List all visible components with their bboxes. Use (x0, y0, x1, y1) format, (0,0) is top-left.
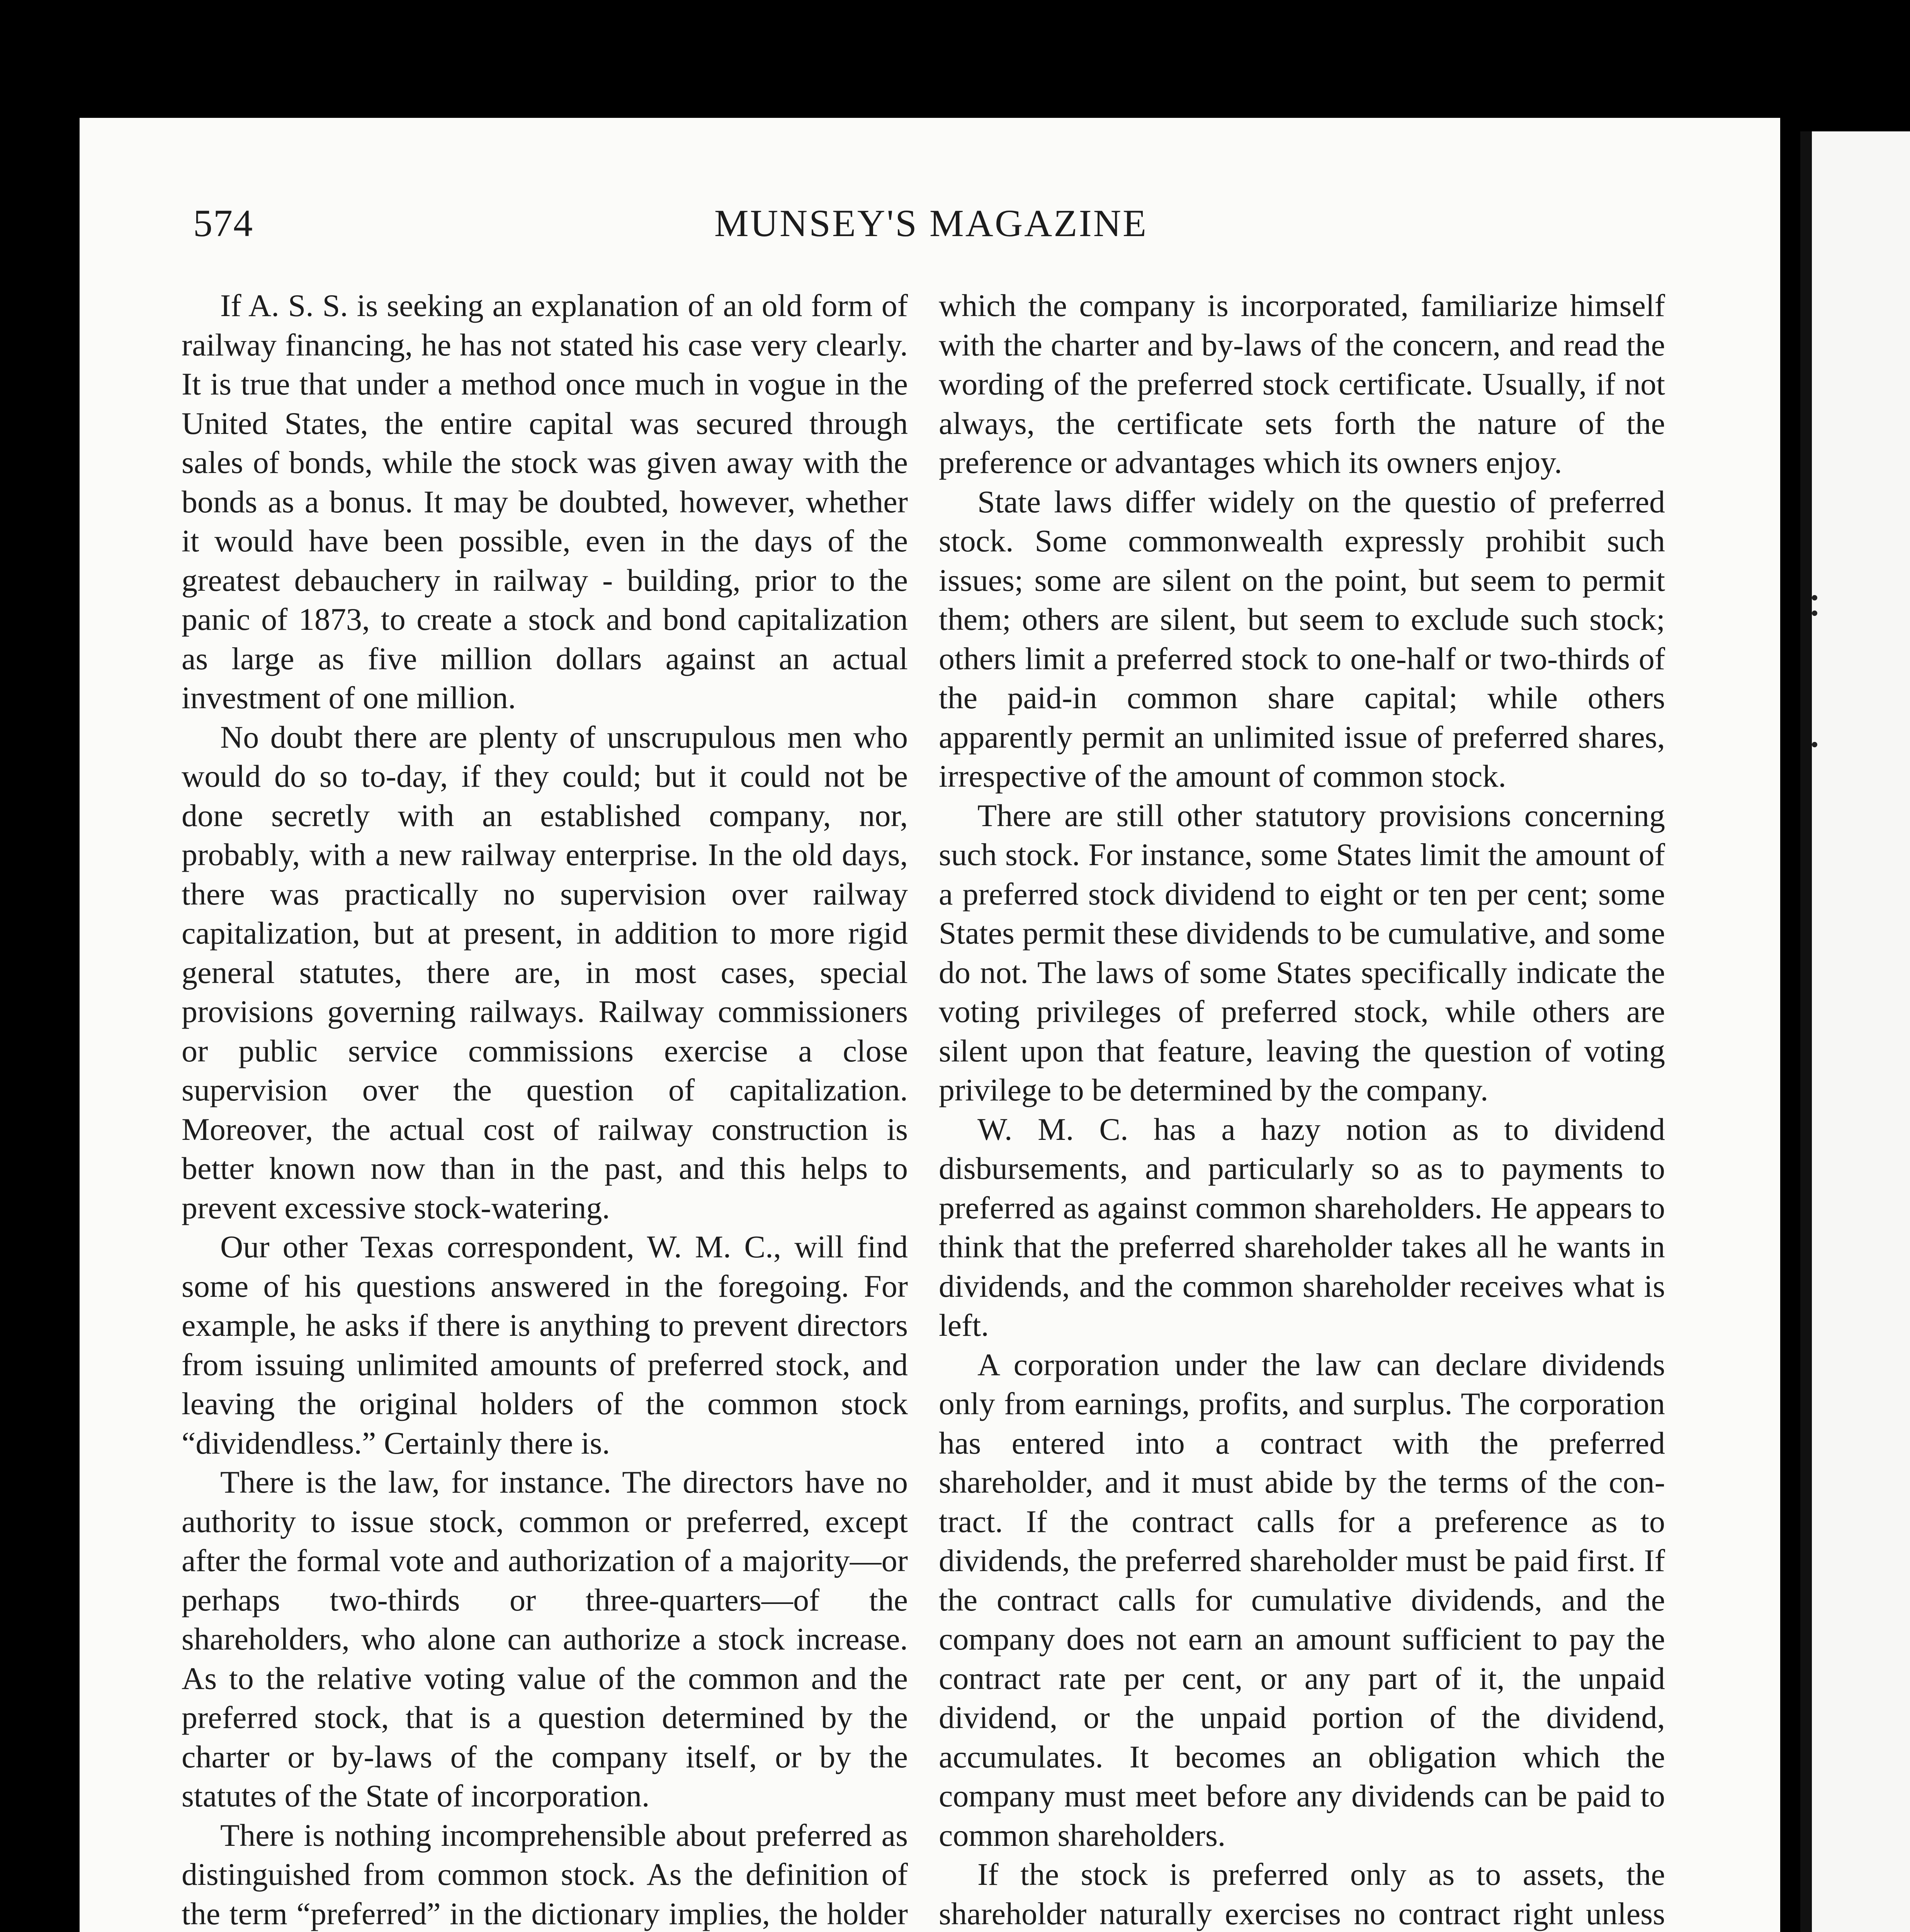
paragraph: If the stock is preferred only as to assets, the shareholder naturally exercises no contract right unless (939, 1857, 1665, 1931)
paragraph: Our other Texas correspondent, W. M. C., will find some of his questions answered in the foregoing. For example, he asks if there is anything to prevent directors from issuing unlimited amounts of preferred stock, and leaving the original holders of the common stock “dividendless.” Certainly there is. (182, 1229, 908, 1461)
running-title: MUNSEY'S MAGAZINE (714, 202, 1148, 245)
paragraph: State laws differ widely on the questio of preferred stock. Some commonwealth expressly prohibit such issues; some are silent on the point, but seem to permit them; others are silent, but seem to exclude such stock; others limit a preferred stock to one-half or two-thirds of the paid-in common share capital; while others apparently permit an unlimited issue of preferred shares, irrespective of the amount of common stock. (939, 484, 1665, 794)
continued-paragraph: which the company is incorporated, familiarize himself with the charter and by-laws of the concern, and read the wording of the preferred stock certificate. Usually, if not always, the certificate sets forth the nature of the preference or advantages which its owners enjoy. (939, 288, 1665, 480)
paragraph: If A. S. S. is seeking an explanation of an old form of railway financing, he has not stated his case very clearly. It is true that under a method once much in vogue in the United States, the entire capital was secured through sales of bonds, while the stock was given away with the bonds as a bonus. It may be doubted, however, whether it would have been possible, even in the days of the greatest debauchery in railway - building, prior to the panic of 1873, to create a stock and bond capitalization as large as five million dollars against an actual investment of one million. (182, 288, 908, 715)
paragraph: There are still other statutory provisions concerning such stock. For instance, some States limit the amount of a preferred stock dividend to eight or ten per cent; some States permit these dividends to be cumulative, and some do not. The laws of some States specifically indicate the voting privileges of preferred stock, while others are silent upon that feature, leaving the question of voting privilege to be determined by the company. (939, 798, 1665, 1107)
edge-dot-mark (1812, 611, 1817, 616)
right-text-column (939, 286, 1665, 1932)
page-header (193, 201, 1669, 255)
page-number: 574 (193, 202, 253, 245)
edge-dot-mark (1812, 742, 1817, 747)
edge-dot-mark (1812, 595, 1817, 600)
paragraph: No doubt there are plenty of unscrupulous men who would do so to-day, if they could; but it could not be done secretly with an established company, nor, probably, with a new railway enterprise. In the old days, there was practically no supervision over railway capitalization, but at present, in addition to more rigid general statutes, there are, in most cases, special provisions governing railways. Railway commissioners or public service commissions exercise a close supervision over the question of capitalization. Moreover, the actual cost of railway construction is better known now than in the past, and this helps to prevent excessive stock-watering. (182, 719, 908, 1225)
facing-page-edge (1800, 131, 1910, 1932)
paragraph: W. M. C. has a hazy notion as to dividend disbursements, and particularly so as to payments to preferred as against common shareholders. He appears to think that the preferred shareholder takes all he wants in dividends, and the common shareholder receives what is left. (939, 1111, 1665, 1343)
paragraph: There is the law, for instance. The directors have no authority to issue stock, common or preferred, except after the formal vote and authorization of a majority—or perhaps two-thirds or three-quarters—of the shareholders, who alone can authorize a stock increase. As to the relative voting value of the common and the preferred stock, that is a question determined by the charter or by-laws of the company itself, or by the statutes of the State of incorporation. (182, 1464, 908, 1813)
left-text-column (182, 286, 908, 1932)
paragraph: A corporation under the law can declare dividends only from earnings, profits, and surplus. The corporation has entered into a contract with the preferred shareholder, and it must abide by the terms of the contract. If the contract calls for a preference as to dividends, the preferred shareholder must be paid first. If the contract calls for cumulative dividends, and the company does not earn an amount sufficient to pay the contract rate per cent, or any part of it, the unpaid dividend, or the unpaid portion of the dividend, accumulates. It becomes an obligation which the company must meet before any dividends can be paid to common shareholders. (939, 1347, 1665, 1853)
paragraph: There is nothing incomprehensible about preferred as distinguished from common stock. As the definition of the term “preferred” in the dictionary implies, the holder (182, 1817, 908, 1931)
